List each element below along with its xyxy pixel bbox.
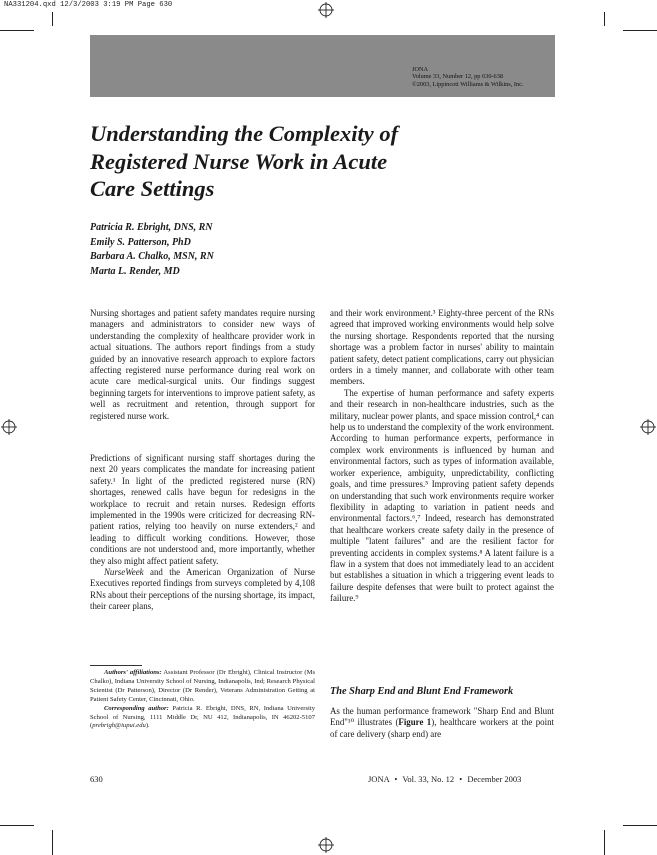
author: Emily S. Patterson, PhD bbox=[90, 236, 191, 248]
slug-line: NA331204.qxd 12/3/2003 3:19 PM Page 630 bbox=[4, 1, 173, 9]
running-footer bbox=[368, 774, 521, 784]
author-affiliations bbox=[90, 669, 315, 731]
title-line: Registered Nurse Work in Acute bbox=[90, 148, 388, 174]
affiliations-label: Authors' affiliations: bbox=[104, 669, 162, 676]
body-paragraph: NurseWeek and the American Organization of Nurse Executives reported findings from surveys completed by 4,108 RNs about their perceptions of the nursing shortage, its impact, their career plans, bbox=[90, 567, 315, 612]
footer-journal: JONA bbox=[368, 774, 390, 784]
author: Marta L. Render, MD bbox=[90, 266, 180, 278]
author: Patricia R. Ebright, DNS, RN bbox=[90, 222, 213, 233]
section-heading: The Sharp End and Blunt End Framework bbox=[330, 686, 514, 697]
registration-mark-icon bbox=[1, 419, 17, 435]
crop-mark-icon bbox=[52, 12, 53, 26]
page-number: 630 bbox=[90, 774, 103, 784]
crop-mark-icon bbox=[604, 12, 605, 26]
body-paragraph: Predictions of significant nursing staff shortages during the next 20 years complicates the mandate for increasing patient safety.¹ In light of the predicted registered nurse (RN) shortages, renewed calls have begun for redesigns in the workplace to recruit and retain nurses. Redesign efforts implemented in the 1990s were criticized for decreasing RN-patient ratios, relying too heavily on nurse extenders,² and leading to difficult working conditions. However, those conditions are not understood and, more importantly, whether they also might affect patient safety. bbox=[90, 453, 315, 566]
article-title bbox=[90, 120, 510, 203]
bullet-icon: • bbox=[459, 774, 463, 784]
author: Barbara A. Chalko, MSN, RN bbox=[90, 251, 214, 263]
corresponding-label: Corresponding author: bbox=[104, 704, 169, 712]
abstract bbox=[90, 308, 315, 422]
title-line: Understanding the Complexity of bbox=[90, 121, 399, 146]
registration-mark-icon bbox=[640, 419, 656, 435]
right-column-body bbox=[330, 308, 554, 605]
corresponding-author-paragraph: Corresponding author: Patricia R. Ebright, DNS, RN, Indiana University School of Nursing, 1111 Middle Dr, NU 412, Indianapolis, IN 46202-5107 (prebrigh@iupui.edu). bbox=[90, 704, 315, 730]
body-paragraph: and their work environment.³ Eighty-three percent of the RNs agreed that improved working environments would help solve the nursing shortage. Respondents reported that the nursing shortage was a problem factor in nurses' ability to maintain patient safety, detect patient complications, carry out physician orders in a timely manner, and collaborate with other team members. bbox=[330, 308, 554, 387]
journal-info bbox=[412, 66, 523, 88]
registration-mark-icon bbox=[318, 2, 334, 18]
figure-reference[interactable]: Figure 1 bbox=[398, 717, 432, 728]
author-list bbox=[90, 221, 214, 280]
publication-name: NurseWeek bbox=[104, 567, 144, 578]
bullet-icon: • bbox=[394, 774, 398, 784]
email-link[interactable]: prebrigh@iupui.edu bbox=[92, 722, 146, 730]
crop-mark-icon bbox=[52, 830, 53, 855]
crop-mark-icon bbox=[604, 830, 605, 855]
crop-mark-icon bbox=[623, 825, 657, 826]
crop-mark-icon bbox=[623, 30, 657, 31]
journal-volume: Volume 33, Number 12, pp 630-638 bbox=[412, 73, 504, 81]
affiliations-paragraph: Authors' affiliations: Assistant Professor (Dr Ebright), Clinical Instructor (Ms Chalko), Indiana University School of Nursing, Indianapolis, Ind; Research Physical Scientist (Dr Patterson), Director (Dr Render), Veterans Administration Getting at Patient Safety Center, Cincinnati, Ohio. bbox=[90, 669, 316, 703]
left-column-body bbox=[90, 453, 315, 613]
crop-mark-icon bbox=[0, 30, 34, 31]
journal-name: JONA bbox=[412, 66, 429, 73]
footer-date: December 2003 bbox=[467, 774, 522, 784]
abstract-text: Nursing shortages and patient safety mandates require nursing managers and administrators to consider new ways of understanding the complexity of healthcare provider work in actual situations. The authors report findings from a study guided by an innovative research approach to explore factors affecting registered nurse performance during real work on acute care medical-surgical units. Our findings suggest beginning targets for interventions to improve patient safety, as well as recruitment and retention, through support for registered nurse work. bbox=[90, 308, 315, 421]
registration-mark-icon bbox=[318, 837, 334, 853]
footnote-rule bbox=[90, 665, 142, 666]
crop-mark-icon bbox=[0, 825, 34, 826]
title-line: Care Settings bbox=[90, 176, 215, 201]
body-paragraph: The expertise of human performance and safety experts and their research in non-healthcare industries, such as the military, nuclear power plants, and space mission control,⁴ can help us to understand the complexity of the work environment. According to human performance experts, performance in complex work environments is influenced by human and environmental factors, such as types of information available, worker experience, ambiguity, unpredictability, conflicting goals, and time pressures.⁵ Improving patient safety depends on understanding that such work environments require worker flexibility in adapting to variation in patient needs and environmental factors.⁶,⁷ Indeed, research has demonstrated that healthcare workers create safety daily in the presence of multiple "latent failures" and are the resilient factor for preventing accidents in complex systems.⁸ A latent failure is a flaw in a system that does not immediately lead to an accident but establishes a situation in which a triggering event leads to failure despite defenses that were built to protect against the failure.⁹ bbox=[330, 387, 554, 604]
section-body: As the human performance framework "Sharp End and Blunt End"¹⁰ illustrates (Figure 1), healthcare workers at the point of care delivery (sharp end) are bbox=[330, 706, 554, 739]
journal-copyright: ©2003, Lippincott Williams & Wilkins, Inc. bbox=[412, 80, 524, 88]
footer-volume: Vol. 33, No. 12 bbox=[402, 774, 455, 784]
